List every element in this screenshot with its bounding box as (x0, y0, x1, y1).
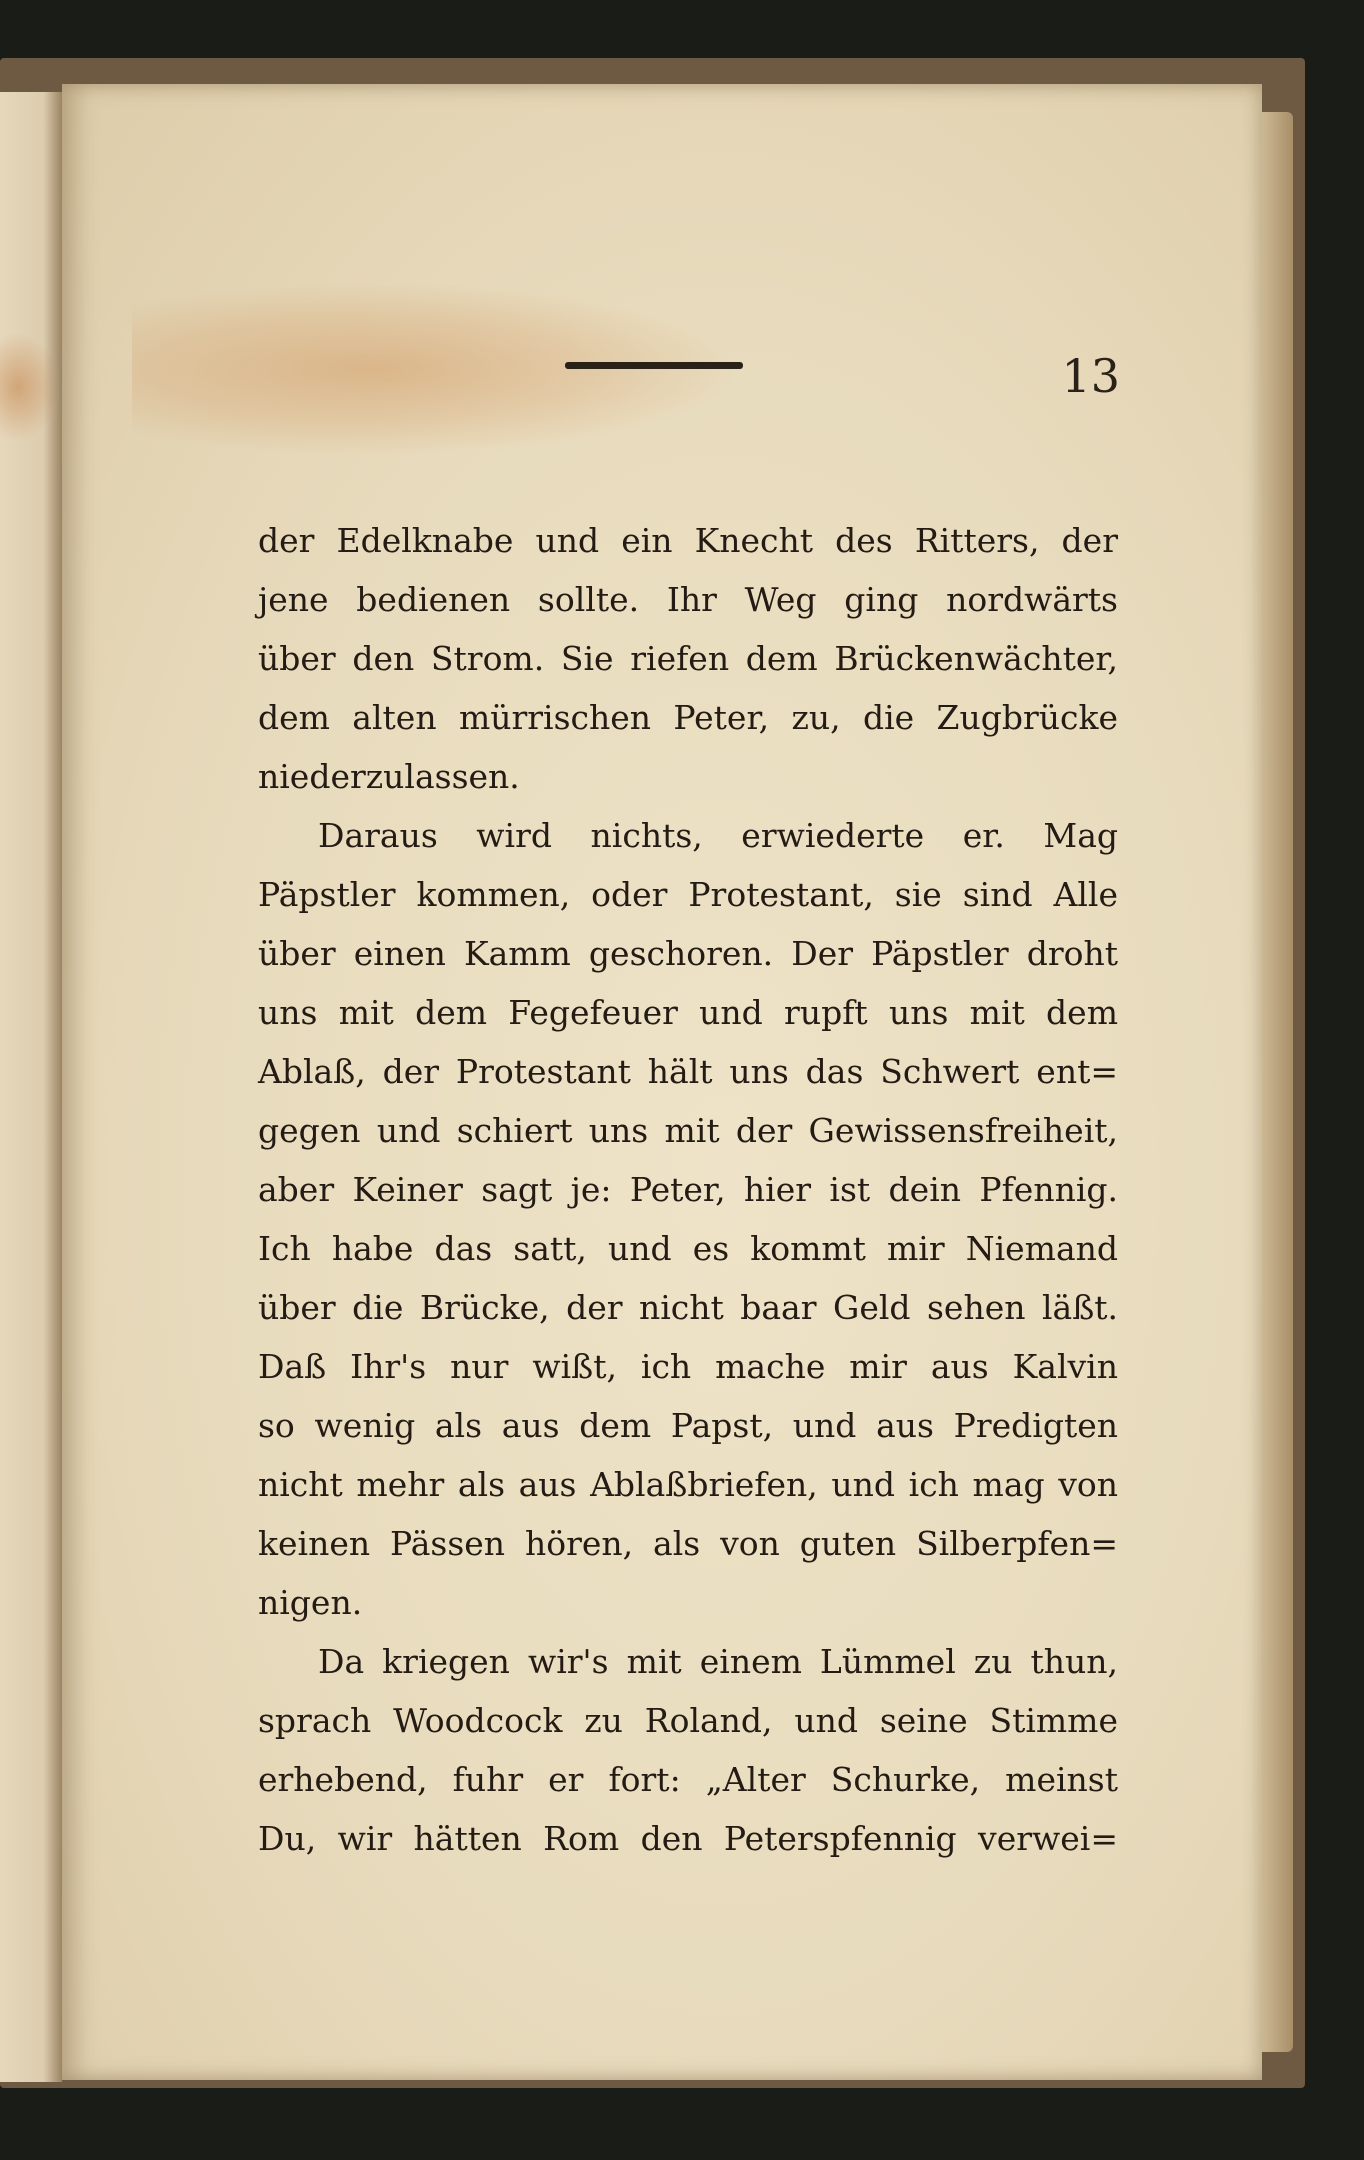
text-line: Du, wir hätten Rom den Peterspfennig verwei= (258, 1819, 1118, 1858)
text-line: aber Keiner sagt je: Peter, hier ist dein Pfennig. (258, 1170, 1118, 1209)
text-line: Ablaß, der Protestant hält uns das Schwert ent= (258, 1052, 1118, 1091)
body-text (258, 511, 1118, 1868)
text-line: erhebend, fuhr er fort: „Alter Schurke, meinst (258, 1760, 1118, 1799)
facing-page-stain (0, 332, 60, 442)
text-line: über den Strom. Sie riefen dem Brückenwächter, (258, 639, 1118, 678)
text-line: der Edelknabe und ein Knecht des Ritters, der (258, 521, 1118, 560)
text-line: Ich habe das satt, und es kommt mir Niemand (258, 1229, 1118, 1268)
facing-page-edge (0, 92, 62, 2082)
text-line: keinen Pässen hören, als von guten Silberpfen= (258, 1524, 1118, 1563)
text-line: über die Brücke, der nicht baar Geld sehen läßt. (258, 1288, 1118, 1327)
text-line: dem alten mürrischen Peter, zu, die Zugbrücke (258, 698, 1118, 737)
text-line: Daraus wird nichts, erwiederte er. Mag (318, 816, 1118, 855)
text-line: nigen. (258, 1583, 363, 1622)
header-rule (565, 362, 743, 369)
page-number: 13 (1061, 349, 1120, 403)
text-line: uns mit dem Fegefeuer und rupft uns mit dem (258, 993, 1118, 1032)
text-line: über einen Kamm geschoren. Der Päpstler droht (258, 934, 1118, 973)
water-stain (132, 284, 732, 454)
text-line: nicht mehr als aus Ablaßbriefen, und ich mag von (258, 1465, 1118, 1504)
text-line: Da kriegen wir's mit einem Lümmel zu thun, (318, 1642, 1118, 1681)
text-line: so wenig als aus dem Papst, und aus Predigten (258, 1406, 1118, 1445)
book-page (62, 84, 1262, 2080)
text-line: jene bedienen sollte. Ihr Weg ging nordwärts (258, 580, 1118, 619)
text-line: niederzulassen. (258, 757, 520, 796)
text-line: Daß Ihr's nur wißt, ich mache mir aus Kalvin (258, 1347, 1118, 1386)
text-line: Päpstler kommen, oder Protestant, sie sind Alle (258, 875, 1118, 914)
text-line: sprach Woodcock zu Roland, und seine Stimme (258, 1701, 1118, 1740)
text-line: gegen und schiert uns mit der Gewissensfreiheit, (258, 1111, 1118, 1150)
